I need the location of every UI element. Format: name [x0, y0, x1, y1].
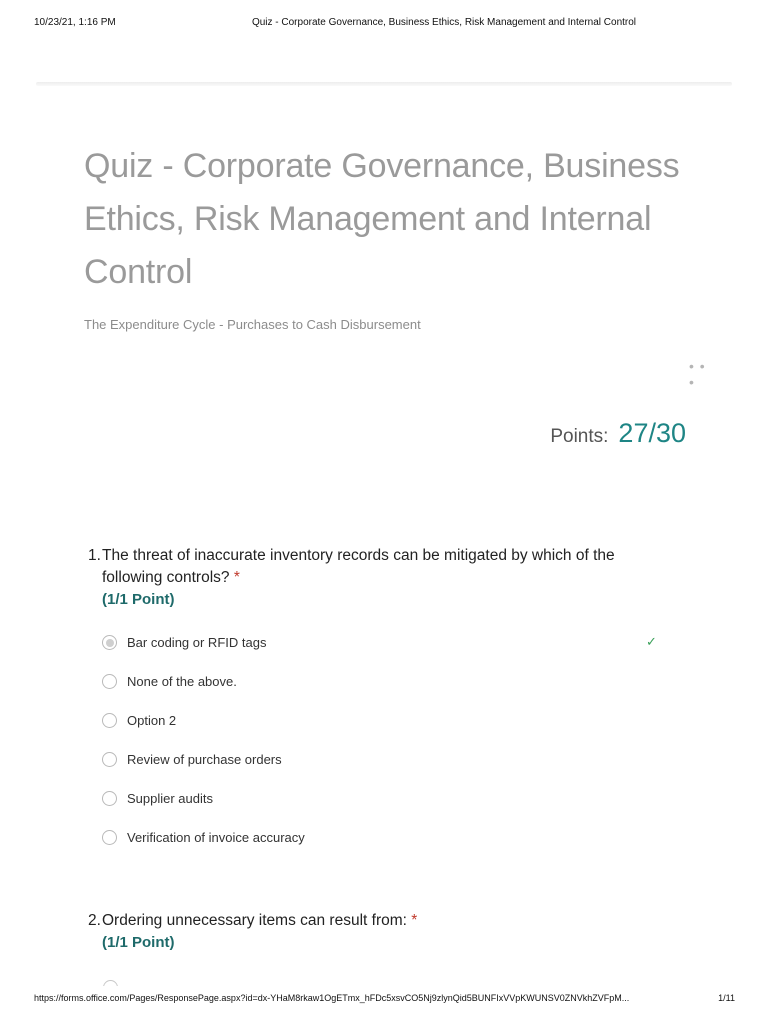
print-page-number: 1/11 [718, 993, 735, 1003]
form-subtitle: The Expenditure Cycle - Purchases to Cash Disbursement [84, 317, 421, 332]
radio-button[interactable] [102, 752, 117, 767]
question-text-wrap [102, 910, 662, 932]
print-footer [0, 993, 768, 1007]
option-label: Bar coding or RFID tags [127, 635, 267, 650]
option-verification-invoice[interactable] [102, 818, 688, 857]
option-label: Option 2 [127, 713, 177, 728]
question-number: 1. [88, 547, 101, 564]
points-label: Points: [550, 426, 609, 447]
option-bar-coding[interactable] [102, 623, 688, 662]
header-divider [36, 82, 732, 86]
option-label: Supplier audits [127, 791, 213, 806]
question-header [88, 910, 688, 932]
checkmark-icon: ✓ [646, 634, 657, 649]
required-marker: * [411, 912, 418, 929]
print-url: https://forms.office.com/Pages/ResponsePage.aspx?id=dx-YHaM8rkaw1OgETmx_hFDc5xsvCO5Nj9zlynQid5BUNFIxVVpKWUNSV0ZNVkhZVFpM... [34, 993, 630, 1003]
question-text-wrap [102, 545, 662, 589]
print-header [0, 17, 768, 31]
form-title: Quiz - Corporate Governance, Business Ethics, Risk Management and Internal Control [84, 147, 680, 291]
question-1 [88, 545, 688, 857]
more-options-icon[interactable]: • • • [689, 358, 706, 390]
radio-button[interactable] [102, 674, 117, 689]
print-doc-title: Quiz - Corporate Governance, Business Ethics, Risk Management and Internal Control [251, 17, 637, 28]
radio-button[interactable] [102, 791, 117, 806]
question-number: 2. [88, 912, 101, 929]
option-supplier-audits[interactable] [102, 779, 688, 818]
print-date: 10/23/21, 1:16 PM [34, 17, 116, 28]
answer-options [102, 623, 688, 857]
question-header [88, 545, 688, 589]
option-2[interactable] [102, 701, 688, 740]
score-display [550, 418, 686, 449]
radio-button[interactable] [102, 830, 117, 845]
question-points: (1/1 Point) [102, 934, 175, 951]
option-label: None of the above. [127, 674, 237, 689]
option-label: Verification of invoice accuracy [127, 830, 305, 845]
radio-button[interactable] [102, 713, 117, 728]
option-none-of-the-above[interactable] [102, 662, 688, 701]
question-text: Ordering unnecessary items can result from: [102, 912, 407, 929]
option-label: Review of purchase orders [127, 752, 282, 767]
radio-selected[interactable] [102, 635, 117, 650]
question-text: The threat of inaccurate inventory records can be mitigated by which of the following controls? [102, 547, 615, 586]
question-2 [88, 910, 688, 954]
points-value: 27/30 [618, 418, 686, 448]
required-marker: * [233, 569, 240, 586]
question-points: (1/1 Point) [102, 591, 175, 608]
option-review-purchase-orders[interactable] [102, 740, 688, 779]
